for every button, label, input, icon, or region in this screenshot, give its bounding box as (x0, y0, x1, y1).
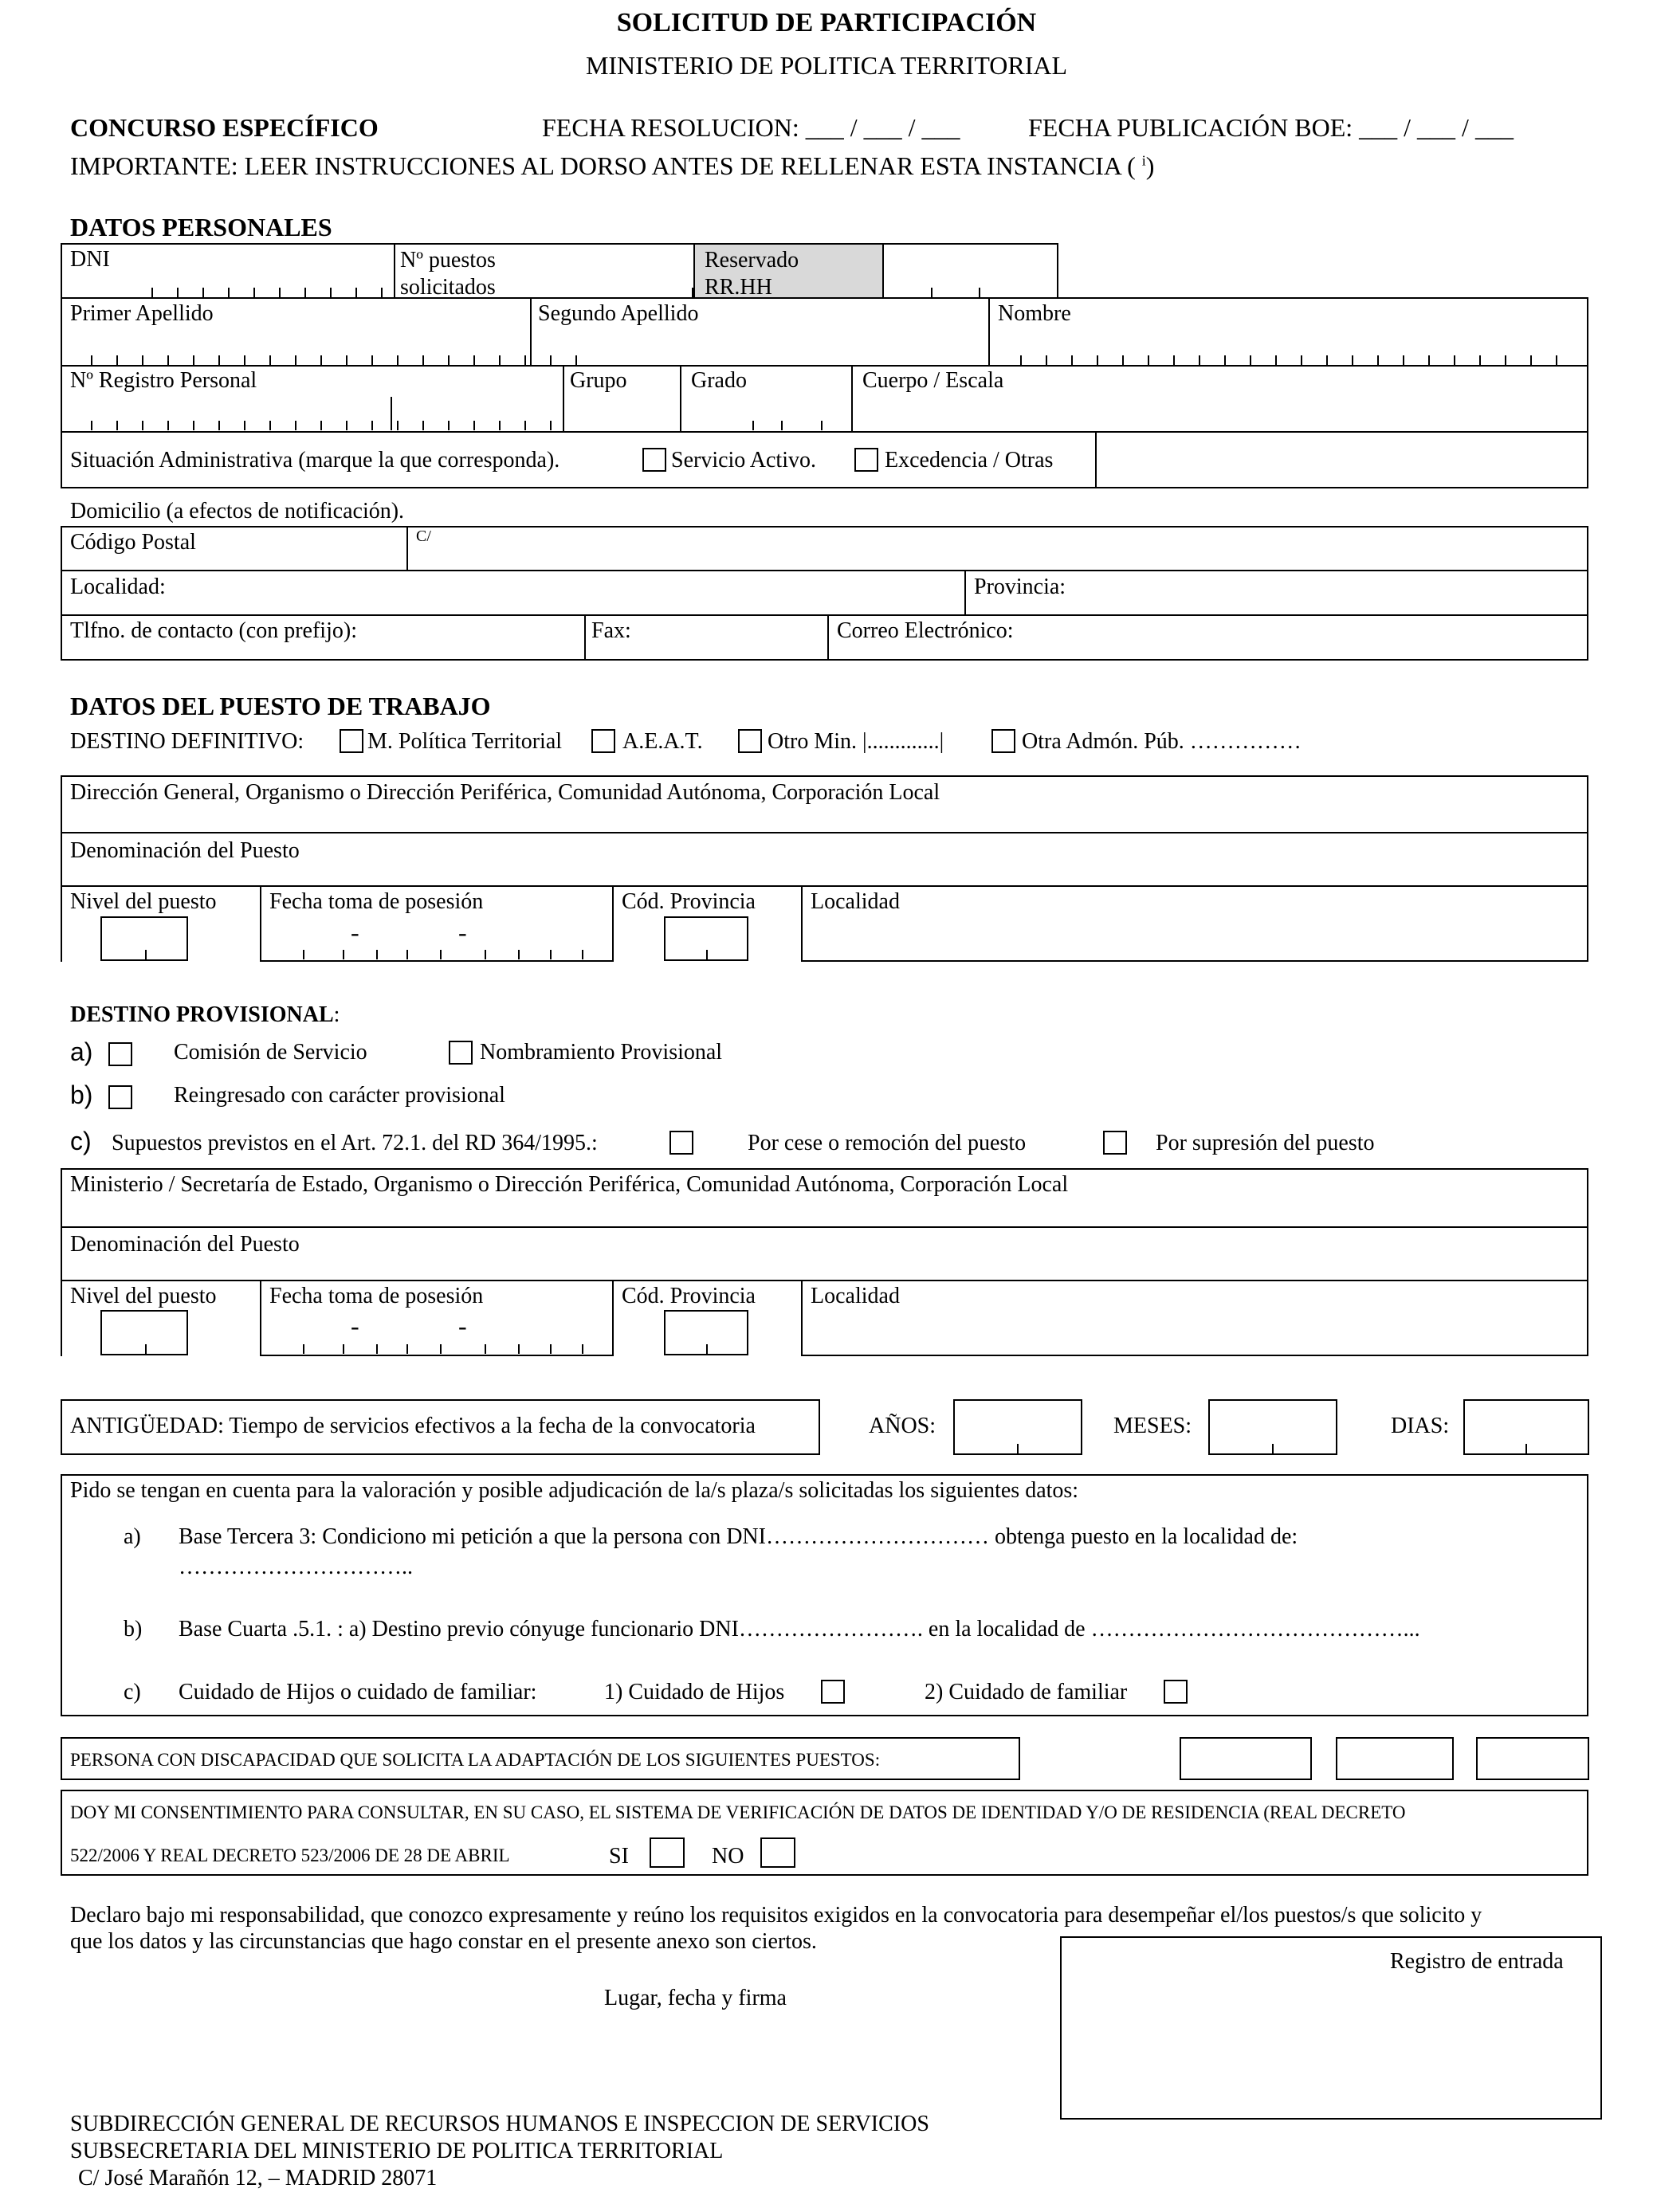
grado-label: Grado (691, 368, 747, 393)
no-checkbox[interactable] (760, 1837, 795, 1868)
servicio-activo-label: Servicio Activo. (671, 448, 816, 473)
character-tick (304, 288, 306, 297)
direccion-general-label: Dirección General, Organismo o Dirección Periférica, Comunidad Autónoma, Corporación Local (70, 780, 940, 805)
cuidado-familiar-label: 2) Cuidado de familiar (925, 1680, 1128, 1704)
character-tick (524, 355, 526, 365)
nivel-prov-input[interactable] (100, 1310, 188, 1355)
character-tick (303, 1344, 304, 1354)
character-tick (485, 950, 486, 959)
section-destino-provisional: DESTINO PROVISIONAL: (70, 1002, 340, 1027)
character-tick (550, 1344, 552, 1354)
footer-address: C/ José Marañón 12, – MADRID 28071 (78, 2166, 438, 2190)
calle-label: C/ (416, 528, 431, 545)
grupo-label: Grupo (570, 368, 627, 393)
character-tick (440, 950, 442, 959)
character-tick (177, 288, 179, 297)
character-tick (397, 355, 399, 365)
character-tick (330, 288, 332, 297)
fecha-resolucion: FECHA RESOLUCION: ___ / ___ / ___ (542, 113, 960, 142)
cese-checkbox[interactable] (1103, 1131, 1127, 1155)
character-tick (142, 355, 143, 365)
servicio-activo-checkbox[interactable] (642, 448, 666, 472)
footer-subdireccion: SUBDIRECCIÓN GENERAL DE RECURSOS HUMANOS E INSPECCION DE SERVICIOS (70, 2112, 929, 2136)
aeat-label: A.E.A.T. (622, 729, 703, 754)
character-tick (116, 355, 118, 365)
character-tick (422, 355, 424, 365)
otro-min-label: Otro Min. |.............| (768, 729, 944, 754)
situacion-label: Situación Administrativa (marque la que corresponda). (70, 448, 560, 473)
discapacidad-puesto-2-input[interactable] (1336, 1737, 1454, 1780)
character-tick (524, 421, 526, 430)
cod-provincia-label: Cód. Provincia (622, 889, 756, 914)
character-tick (320, 355, 322, 365)
pido-c-marker: c) (124, 1680, 141, 1704)
option-b-marker: b) (70, 1081, 93, 1109)
character-tick (320, 421, 322, 430)
num-puestos-label: Nº puestos solicitados (400, 248, 496, 300)
character-tick (193, 355, 194, 365)
character-tick (582, 950, 583, 959)
character-tick (931, 288, 933, 297)
character-tick (355, 288, 357, 297)
character-tick (269, 421, 271, 430)
character-tick (218, 355, 220, 365)
character-tick (499, 421, 501, 430)
cuerpo-escala-label: Cuerpo / Escala (862, 368, 1004, 393)
character-tick (448, 355, 450, 365)
discapacidad-label: PERSONA CON DISCAPACIDAD QUE SOLICITA LA ADAPTACIÓN DE LOS SIGUIENTES PUESTOS: (70, 1750, 881, 1770)
discapacidad-puesto-3-input[interactable] (1476, 1737, 1589, 1780)
footer-subsecretaria: SUBSECRETARIA DEL MINISTERIO DE POLITICA TERRITORIAL (70, 2139, 724, 2163)
date-separator: - (351, 1312, 359, 1340)
aeat-checkbox[interactable] (591, 729, 615, 753)
character-tick (218, 421, 220, 430)
codigo-postal-label: Código Postal (70, 530, 196, 555)
character-tick (228, 288, 230, 297)
registro-personal-label: Nº Registro Personal (70, 368, 257, 393)
character-tick (376, 950, 378, 959)
character-tick (167, 355, 169, 365)
fax-label: Fax: (591, 618, 631, 643)
character-tick (381, 288, 383, 297)
otra-admon-label: Otra Admón. Púb. …………… (1022, 729, 1302, 754)
character-tick (1020, 355, 1022, 365)
character-tick (473, 355, 475, 365)
nivel-puesto-label: Nivel del puesto (70, 889, 217, 914)
cuidado-hijos-label: 1) Cuidado de Hijos (604, 1680, 785, 1704)
pido-b-text: Base Cuarta .5.1. : a) Destino previo cónyuge funcionario DNI……………………. en la localidad de ……………………………………... (179, 1617, 1420, 1641)
meses-label: MESES: (1113, 1414, 1192, 1438)
character-tick (346, 355, 347, 365)
character-tick (706, 950, 708, 961)
character-tick (575, 355, 577, 365)
mpt-checkbox[interactable] (340, 729, 363, 753)
character-tick (440, 1344, 442, 1354)
denominacion-puesto-label: Denominación del Puesto (70, 838, 300, 863)
option-c-marker: c) (70, 1127, 92, 1155)
cuidado-familiar-checkbox[interactable] (1164, 1680, 1188, 1704)
character-tick (1097, 355, 1098, 365)
character-tick (295, 421, 296, 430)
telefono-label: Tlfno. de contacto (con prefijo): (70, 618, 357, 643)
character-tick (979, 288, 980, 297)
date-separator: - (458, 918, 467, 947)
no-label: NO (712, 1844, 744, 1869)
character-tick (371, 421, 373, 430)
mpt-label: M. Política Territorial (367, 729, 563, 754)
character-tick (295, 355, 296, 365)
dni-row (61, 243, 1058, 299)
character-tick (343, 950, 344, 959)
excedencia-checkbox[interactable] (854, 448, 878, 472)
character-tick (202, 288, 204, 297)
dias-label: DIAS: (1391, 1414, 1450, 1438)
registro-row (61, 365, 1588, 433)
supuestos-checkbox[interactable] (669, 1131, 693, 1155)
character-tick (91, 355, 92, 365)
character-tick (91, 421, 92, 430)
character-tick (550, 950, 552, 959)
nivel-input[interactable] (100, 916, 188, 961)
character-tick (706, 1344, 708, 1355)
nombramiento-label: Nombramiento Provisional (480, 1040, 723, 1065)
character-tick (1199, 355, 1200, 365)
localidad-puesto-label: Localidad (811, 889, 900, 914)
cod-provincia-prov-label: Cód. Provincia (622, 1284, 756, 1308)
character-tick (1556, 355, 1557, 365)
comision-label: Comisión de Servicio (174, 1040, 367, 1065)
section-datos-personales: DATOS PERSONALES (70, 213, 332, 241)
fecha-toma-label: Fecha toma de posesión (269, 889, 484, 914)
cuidado-hijos-checkbox[interactable] (821, 1680, 845, 1704)
character-tick (422, 421, 424, 430)
dni-label: DNI (70, 247, 110, 272)
pido-a-marker: a) (124, 1524, 141, 1549)
character-tick (1454, 355, 1455, 365)
character-tick (692, 288, 693, 297)
supresion-label: Por supresión del puesto (1156, 1131, 1375, 1155)
character-tick (1352, 355, 1353, 365)
character-tick (167, 421, 169, 430)
character-tick (1403, 355, 1404, 365)
character-tick (303, 950, 304, 959)
fecha-toma-prov-label: Fecha toma de posesión (269, 1284, 484, 1308)
character-tick (781, 421, 783, 430)
reingresado-checkbox[interactable] (108, 1085, 132, 1109)
cese-label: Por cese o remoción del puesto (748, 1131, 1027, 1155)
character-tick (269, 355, 271, 365)
discapacidad-puesto-1-input[interactable] (1180, 1737, 1312, 1780)
registro-entrada-label: Registro de entrada (1390, 1949, 1564, 1974)
character-tick (518, 950, 520, 959)
character-tick (391, 397, 392, 430)
correo-label: Correo Electrónico: (837, 618, 1014, 643)
character-tick (406, 950, 408, 959)
concurso-label: CONCURSO ESPECÍFICO (70, 113, 379, 142)
character-tick (448, 421, 450, 430)
character-tick (550, 421, 552, 430)
names-row (61, 297, 1588, 367)
character-tick (346, 421, 347, 430)
character-tick (406, 1344, 408, 1354)
character-tick (244, 355, 245, 365)
character-tick (142, 421, 143, 430)
character-tick (279, 288, 281, 297)
pido-intro: Pido se tengan en cuenta para la valoración y posible adjudicación de la/s plaza/s solicitadas los siguientes datos: (70, 1478, 1079, 1503)
anos-label: AÑOS: (869, 1414, 936, 1438)
otro-min-checkbox[interactable] (738, 729, 762, 753)
domicilio-label: Domicilio (a efectos de notificación). (70, 499, 405, 524)
character-tick (145, 950, 147, 961)
si-checkbox[interactable] (650, 1837, 685, 1868)
localidad-box-prov (801, 1280, 1588, 1356)
localidad-label: Localidad: (70, 575, 166, 599)
character-tick (1428, 355, 1430, 365)
character-tick (253, 288, 255, 297)
character-tick (1148, 355, 1149, 365)
localidad-prov-label: Localidad (811, 1284, 900, 1308)
si-label: SI (609, 1844, 629, 1869)
character-tick (145, 1344, 147, 1355)
character-tick (1173, 355, 1175, 365)
character-tick (244, 421, 245, 430)
lugar-fecha-firma: Lugar, fecha y firma (604, 1986, 787, 2010)
character-tick (821, 421, 823, 430)
provincia-label: Provincia: (974, 575, 1066, 599)
date-separator: - (351, 918, 359, 947)
reingresado-label: Reingresado con carácter provisional (174, 1083, 505, 1108)
comision-checkbox[interactable] (108, 1042, 132, 1066)
character-tick (343, 1344, 344, 1354)
pido-a-text-cont: ………………………….. (179, 1555, 413, 1579)
character-tick (1530, 355, 1532, 365)
character-tick (1326, 355, 1328, 365)
denominacion-prov-label: Denominación del Puesto (70, 1232, 300, 1257)
ministerio-label: Ministerio / Secretaría de Estado, Organismo o Dirección Periférica, Comunidad Autónoma, Corporación Local (70, 1172, 1069, 1197)
character-tick (1301, 355, 1302, 365)
ministry-subtitle: MINISTERIO DE POLITICA TERRITORIAL (585, 51, 1068, 80)
page-title: SOLICITUD DE PARTICIPACIÓN (616, 8, 1037, 37)
character-tick (151, 288, 153, 297)
nivel-prov-label: Nivel del puesto (70, 1284, 217, 1308)
character-tick (1250, 355, 1251, 365)
localidad-box-def (801, 885, 1588, 962)
character-tick (1505, 355, 1506, 365)
section-datos-puesto: DATOS DEL PUESTO DE TRABAJO (70, 692, 491, 720)
segundo-apellido-label: Segundo Apellido (538, 301, 699, 326)
character-tick (1122, 355, 1124, 365)
character-tick (1275, 355, 1277, 365)
consentimiento-text-cont: 522/2006 Y REAL DECRETO 523/2006 DE 28 DE ABRIL (70, 1845, 510, 1865)
destino-definitivo-label: DESTINO DEFINITIVO: (70, 729, 304, 754)
pido-a-text: Base Tercera 3: Condiciono mi petición a que la persona con DNI………………………… obtenga puesto en la localidad de: (179, 1524, 1298, 1549)
character-tick (1479, 355, 1481, 365)
nombre-label: Nombre (998, 301, 1071, 326)
option-a-marker: a) (70, 1037, 93, 1066)
consentimiento-text: DOY MI CONSENTIMIENTO PARA CONSULTAR, EN SU CASO, EL SISTEMA DE VERIFICACIÓN DE DATOS DE IDENTIDAD Y/O DE RESIDENCIA (REAL DECRETO (70, 1802, 1406, 1822)
character-tick (518, 1344, 520, 1354)
character-tick (193, 421, 194, 430)
fecha-publicacion-boe: FECHA PUBLICACIÓN BOE: ___ / ___ / ___ (1028, 113, 1514, 142)
declaro-text-cont: que los datos y las circunstancias que hago constar en el presente anexo son ciertos. (70, 1929, 817, 1954)
character-tick (1377, 355, 1379, 365)
date-separator: - (458, 1312, 467, 1340)
declaro-text: Declaro bajo mi responsabilidad, que conozco expresamente y reúno los requisitos exigidos en la convocatoria para desempeñar el/los puestos/s que solicito y (70, 1903, 1482, 1928)
character-tick (1071, 355, 1073, 365)
character-tick (116, 421, 118, 430)
excedencia-label: Excedencia / Otras (885, 448, 1054, 473)
primer-apellido-label: Primer Apellido (70, 301, 214, 326)
character-tick (397, 421, 399, 430)
otra-admon-checkbox[interactable] (991, 729, 1015, 753)
nombramiento-checkbox[interactable] (449, 1041, 473, 1065)
character-tick (550, 355, 552, 365)
character-tick (1224, 355, 1226, 365)
antiguedad-label: ANTIGÜEDAD: Tiempo de servicios efectivos a la fecha de la convocatoria (70, 1414, 756, 1438)
character-tick (376, 1344, 378, 1354)
character-tick (473, 421, 475, 430)
character-tick (371, 355, 373, 365)
character-tick (582, 1344, 583, 1354)
pido-b-marker: b) (124, 1617, 143, 1641)
character-tick (752, 421, 754, 430)
pido-c-text: Cuidado de Hijos o cuidado de familiar: (179, 1680, 537, 1704)
character-tick (485, 1344, 486, 1354)
reservado-label: Reservado RR.HH (705, 248, 799, 300)
supuestos-label: Supuestos previstos en el Art. 72.1. del RD 364/1995.: (112, 1131, 598, 1155)
importante-note: IMPORTANTE: LEER INSTRUCCIONES AL DORSO ANTES DE RELLENAR ESTA INSTANCIA ( $^i$) (70, 151, 1155, 180)
character-tick (499, 355, 501, 365)
character-tick (1046, 355, 1047, 365)
